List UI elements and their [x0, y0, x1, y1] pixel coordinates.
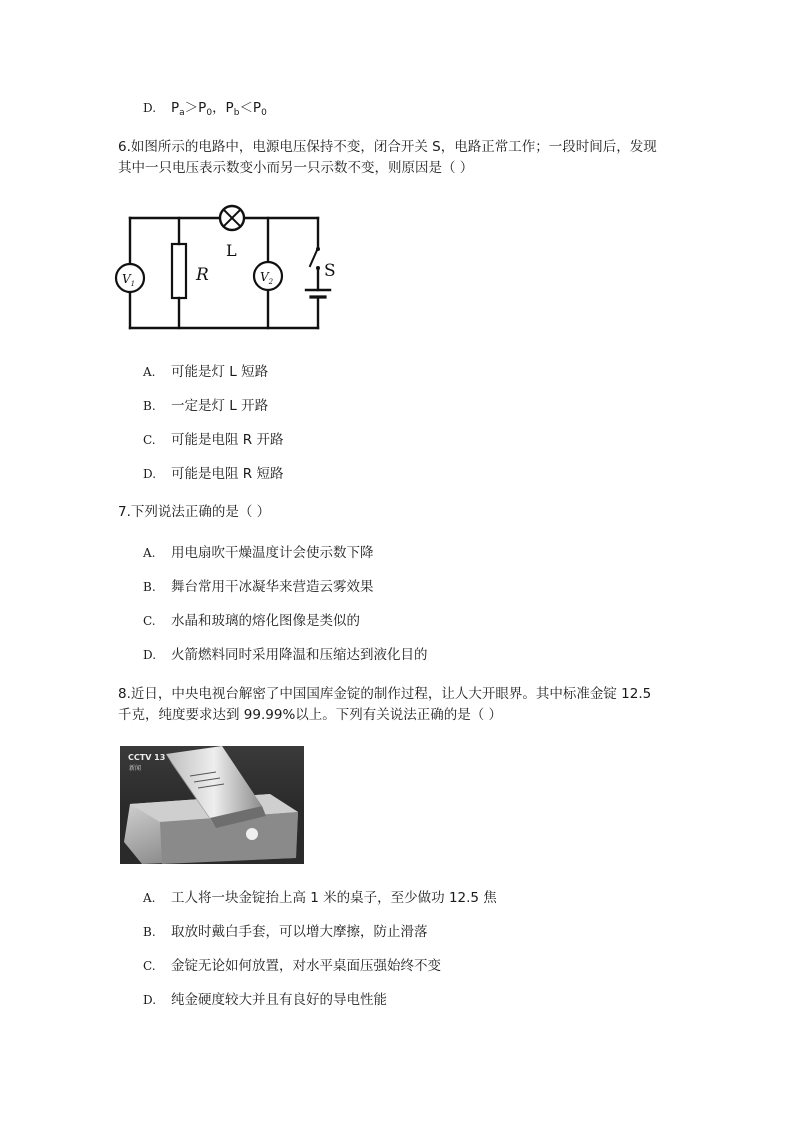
q6-option-d: D. 可能是电阻 R 短路	[143, 466, 284, 482]
circuit-label-l: L	[226, 241, 237, 260]
circuit-diagram	[112, 196, 342, 336]
q6-question-line2: 其中一只电压表示数变小而另一只示数不变，则原因是（ ）	[118, 160, 474, 176]
q6-option-a: A. 可能是灯 L 短路	[143, 364, 269, 380]
photo-logo: CCTV 13	[128, 753, 166, 762]
circuit-label-v1: $V_1$	[122, 272, 136, 288]
q7-option-c: C. 水晶和玻璃的熔化图像是类似的	[143, 613, 360, 629]
q7-option-d: D. 火箭燃料同时采用降温和压缩达到液化目的	[143, 647, 428, 663]
q8-question-line2: 千克，纯度要求达到 99.99%以上。下列有关说法正确的是（ ）	[118, 707, 503, 723]
q5-option-d: D. $P_a>P_0$，$P_b<P_0$	[143, 100, 267, 118]
q8-option-c: C. 金锭无论如何放置，对水平桌面压强始终不变	[143, 958, 441, 974]
q6-option-b: B. 一定是灯 L 开路	[143, 398, 269, 414]
q7-question-line1: 7.下列说法正确的是（ ）	[118, 504, 271, 520]
q7-option-b: B. 舞台常用干冰凝华来营造云雾效果	[143, 579, 374, 595]
circuit-label-s: S	[324, 261, 336, 281]
q8-question-line1: 8.近日，中央电视台解密了中国国库金锭的制作过程，让人大开眼界。其中标准金锭 12.5	[118, 686, 652, 702]
q7-option-a: A. 用电扇吹干燥温度计会使示数下降	[143, 545, 374, 561]
q6-question-line1: 6.如图所示的电路中，电源电压保持不变，闭合开关 S，电路正常工作；一段时间后，发现	[118, 139, 657, 155]
q8-option-a: A. 工人将一块金锭抬上高 1 米的桌子，至少做功 12.5 焦	[143, 890, 497, 906]
q8-option-b: B. 取放时戴白手套，可以增大摩擦，防止滑落	[143, 924, 428, 940]
circuit-label-v2: $V_2$	[260, 270, 274, 286]
q8-option-d: D. 纯金硬度较大并且有良好的导电性能	[143, 992, 387, 1008]
circuit-label-r: R	[196, 265, 209, 285]
q6-option-c: C. 可能是电阻 R 开路	[143, 432, 284, 448]
q5-option-d-text: $P_a>P_0$，$P_b<P_0$	[171, 100, 267, 118]
gold-ingot-photo	[120, 746, 304, 864]
photo-logo-sub: 新闻	[129, 765, 142, 772]
